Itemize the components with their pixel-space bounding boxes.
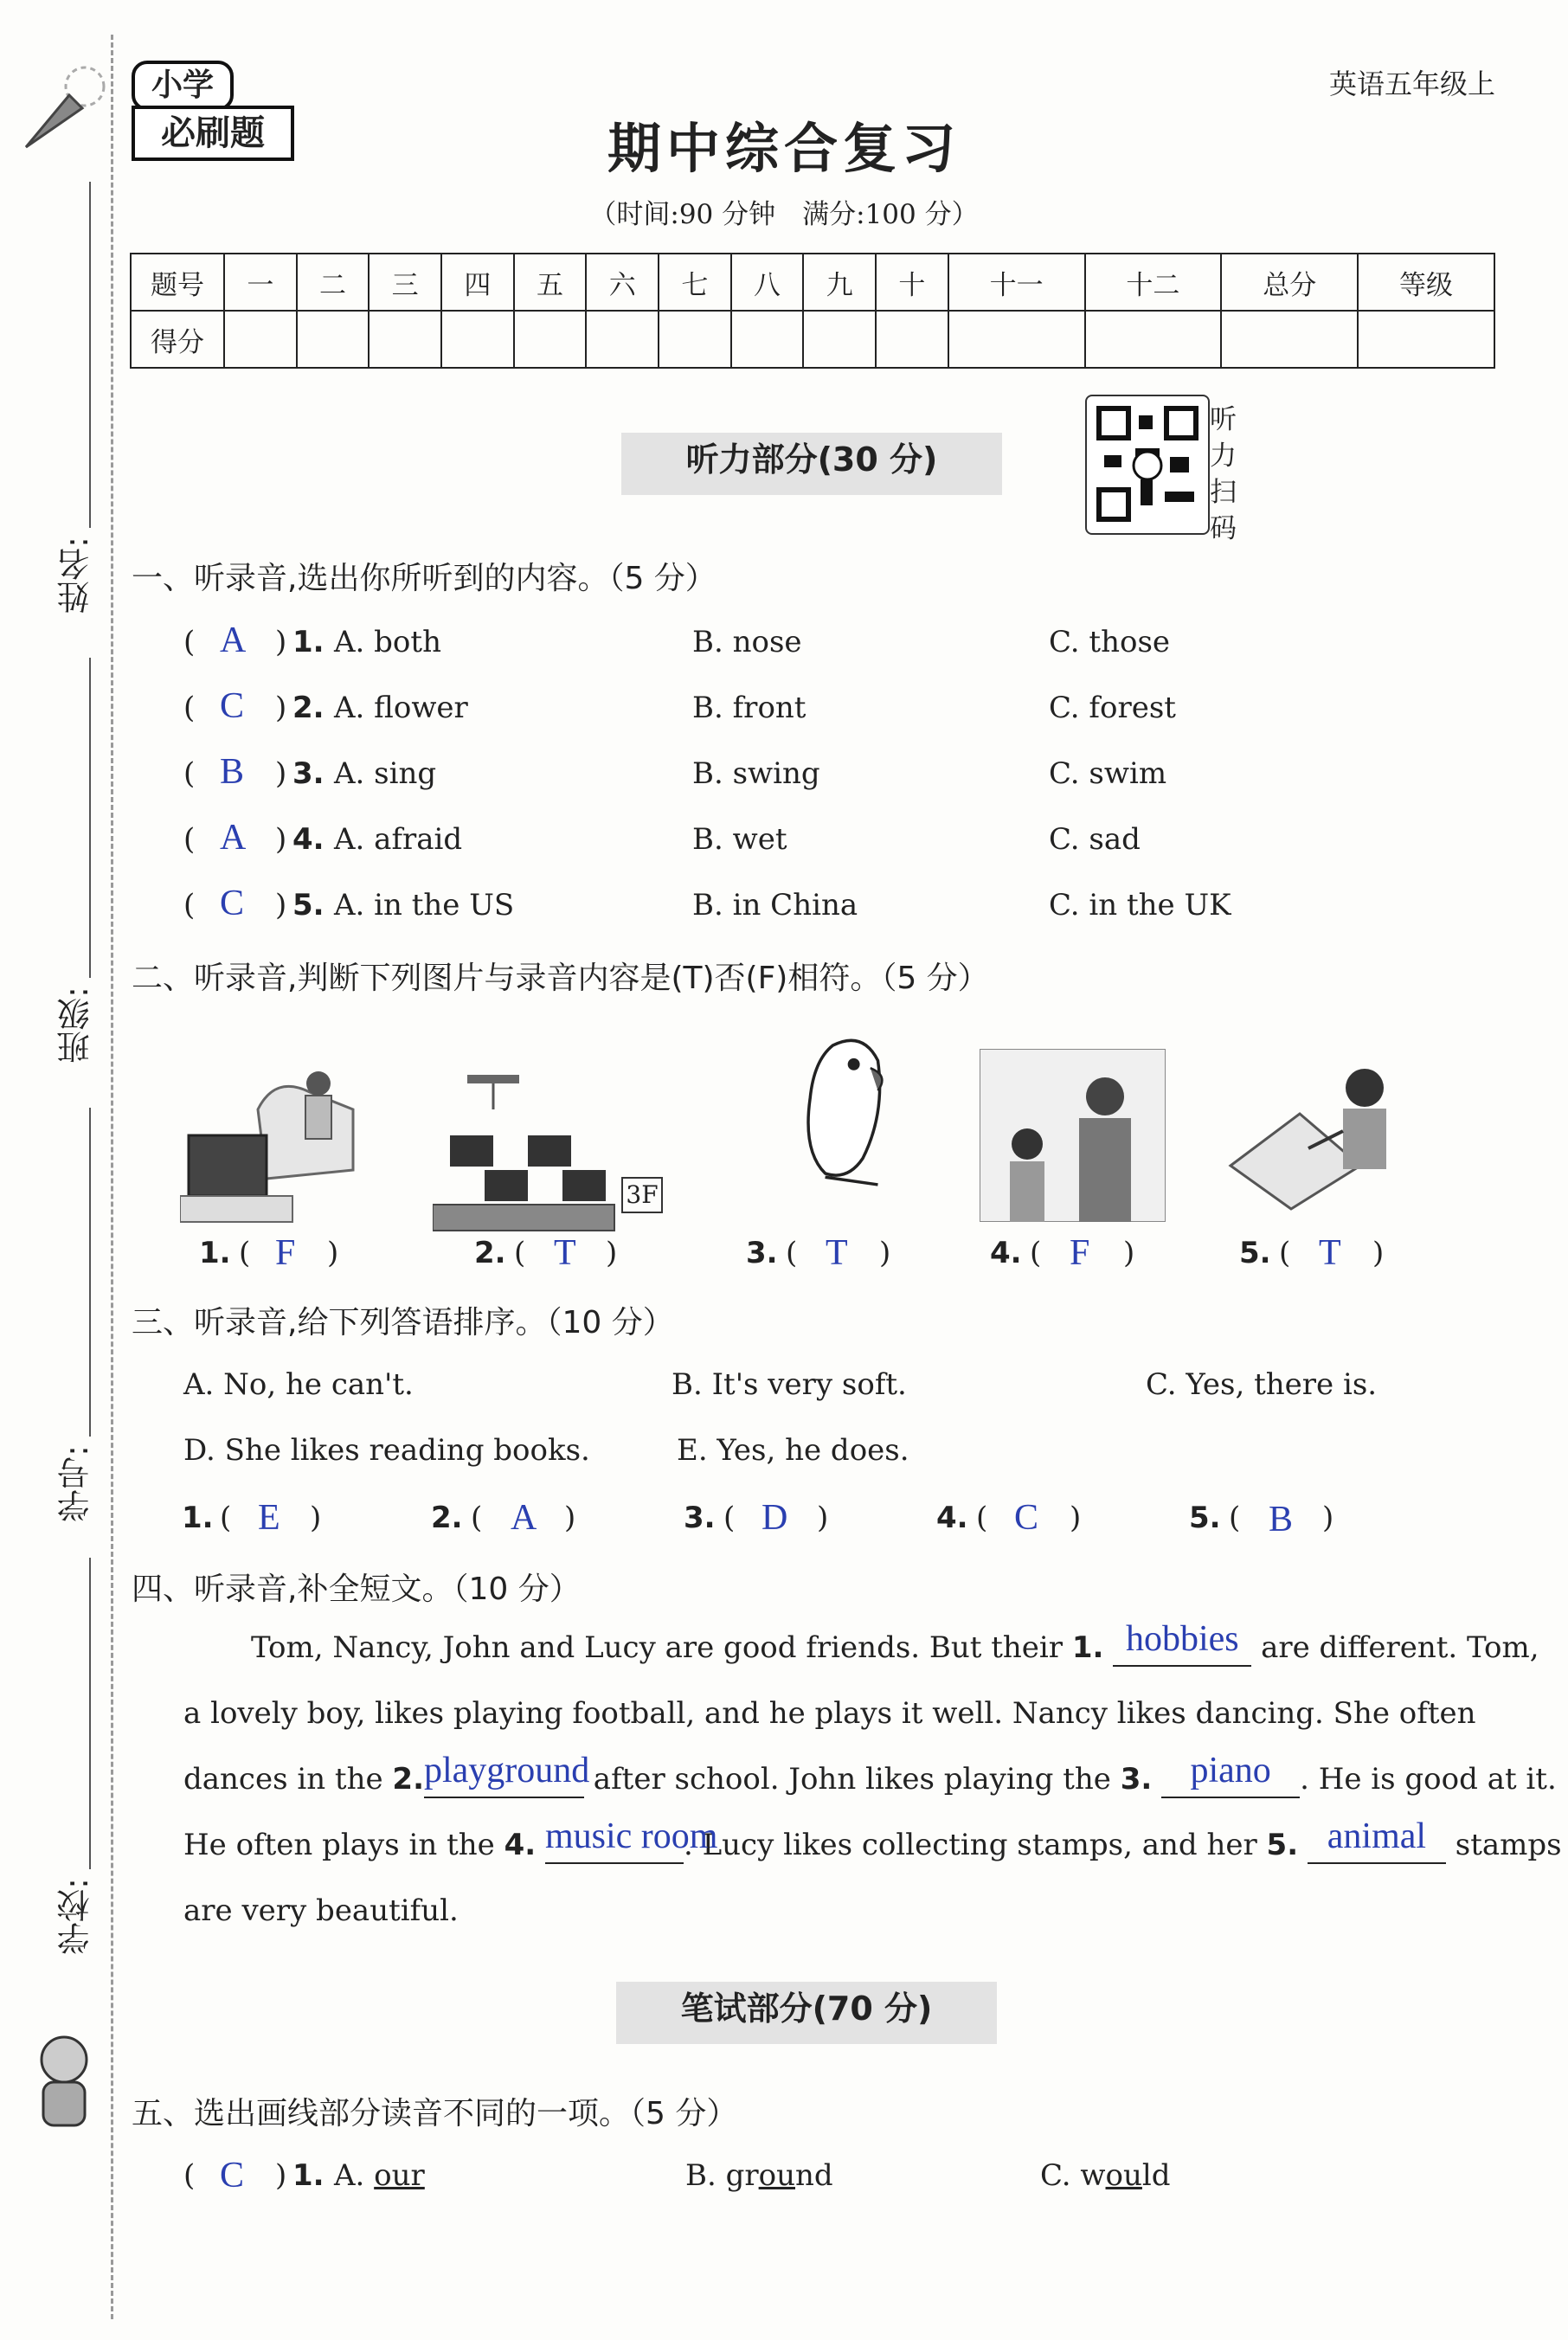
- score-input-cell[interactable]: [224, 311, 297, 368]
- option-c: C. Yes, there is.: [1146, 1367, 1378, 1402]
- score-input-cell[interactable]: [1358, 311, 1494, 368]
- score-input-cell[interactable]: [948, 311, 1085, 368]
- option-b: B. swing: [692, 756, 820, 791]
- score-input-cell[interactable]: [369, 311, 441, 368]
- passage-text: . He is good at it.: [1300, 1762, 1557, 1797]
- option-b: B. It's very soft.: [672, 1367, 907, 1402]
- answer: F: [275, 1233, 296, 1273]
- mascot-icon: [21, 2025, 107, 2138]
- option-c: C. in the UK: [1049, 888, 1231, 922]
- answer: music room: [544, 1816, 718, 1856]
- section5-heading: 五、选出画线部分读音不同的一项。（5 分）: [132, 2096, 738, 2131]
- answer: A: [511, 1498, 537, 1538]
- answer: F: [1070, 1233, 1090, 1273]
- school-label: 学校:: [57, 1878, 95, 1955]
- section4-heading: 四、听录音,补全短文。（10 分）: [132, 1572, 581, 1607]
- option-a: A. in the US: [334, 888, 515, 922]
- blank-1[interactable]: [1113, 1619, 1251, 1667]
- page-title: 期中综合复习: [607, 117, 961, 180]
- score-input-cell[interactable]: [876, 311, 948, 368]
- logo-line1: 小学: [132, 61, 234, 111]
- table-cell: 二: [297, 254, 370, 311]
- option-a: A. both: [334, 625, 441, 659]
- option-c: C. would: [1040, 2158, 1171, 2193]
- answer: B: [220, 752, 245, 792]
- table-cell: 一: [224, 254, 297, 311]
- option-b: B. in China: [692, 888, 858, 922]
- girl-drawing-picture: [1222, 1049, 1408, 1222]
- binding-dash-line: [111, 35, 113, 2319]
- answer: B: [1269, 1500, 1294, 1540]
- passage-text: dances in the: [183, 1762, 393, 1797]
- option-c: C. forest: [1049, 691, 1176, 725]
- underlined-letters: ou: [758, 2158, 795, 2193]
- table-cell: 十二: [1085, 254, 1222, 311]
- question-number: 5.: [292, 888, 325, 922]
- score-table-score-row: [131, 311, 1494, 368]
- score-input-cell[interactable]: [1085, 311, 1222, 368]
- score-input-cell[interactable]: [659, 311, 731, 368]
- option-c: C. those: [1049, 625, 1171, 659]
- listening-heading: 听力部分(30 分): [621, 433, 1002, 495]
- option-a: A. our: [334, 2158, 425, 2193]
- underlined-letters: ou: [1105, 2158, 1142, 2193]
- grade-label: 英语五年级上: [1328, 68, 1495, 100]
- girl-watching-tv-picture: [180, 1058, 366, 1231]
- passage-text: . Lucy likes collecting stamps, and her: [683, 1828, 1267, 1862]
- question-number: 1.: [292, 2158, 325, 2193]
- question-number: 1.: [199, 1236, 231, 1270]
- answer: A: [220, 620, 247, 660]
- passage-text: a lovely boy, likes playing football, and he plays it well. Nancy likes dancing. She often: [183, 1696, 1476, 1731]
- option-a: A. flower: [334, 691, 468, 725]
- student-id-line: [89, 1108, 91, 1437]
- blank-5[interactable]: [1308, 1816, 1446, 1864]
- option-c: C. sad: [1049, 822, 1141, 857]
- teacher-and-boy-picture: [980, 1049, 1166, 1222]
- answer: piano: [1190, 1751, 1271, 1790]
- score-input-cell[interactable]: [297, 311, 370, 368]
- question-number: 3.: [746, 1236, 778, 1270]
- table-cell: 十: [876, 254, 948, 311]
- option-e: E. Yes, he does.: [677, 1433, 909, 1468]
- answer: C: [220, 2156, 245, 2195]
- option-a: A. afraid: [334, 822, 463, 857]
- option-b: B. ground: [685, 2158, 833, 2193]
- passage-text: after school. John likes playing the: [584, 1762, 1121, 1797]
- question-number: 1.: [292, 625, 325, 659]
- score-input-cell[interactable]: [586, 311, 659, 368]
- writing-heading: 笔试部分(70 分): [616, 1982, 997, 2044]
- answer: C: [220, 686, 245, 726]
- question-number: 2.: [474, 1236, 506, 1270]
- answer: playground: [424, 1751, 590, 1790]
- table-cell: 五: [514, 254, 587, 311]
- table-cell: 总分: [1221, 254, 1358, 311]
- student-id-label: 学号:: [57, 1445, 95, 1522]
- table-cell: 六: [586, 254, 659, 311]
- passage-text: stamps: [1445, 1828, 1562, 1862]
- section3-heading: 三、听录音,给下列答语排序。（10 分）: [132, 1305, 674, 1340]
- score-input-cell[interactable]: [731, 311, 804, 368]
- class-label: 班级:: [57, 987, 95, 1064]
- logo-line2: 必刷题: [132, 106, 294, 161]
- blank-number: 3.: [1120, 1762, 1153, 1797]
- option-b: B. front: [692, 691, 806, 725]
- answer: T: [826, 1233, 848, 1273]
- answer: T: [554, 1233, 576, 1273]
- question-number: 2.: [292, 691, 325, 725]
- score-input-cell[interactable]: [514, 311, 587, 368]
- answer: T: [1319, 1233, 1341, 1273]
- passage-line-1: [183, 1619, 1539, 1667]
- answer: C: [220, 884, 245, 923]
- table-cell: 得分: [131, 311, 224, 368]
- name-line: [89, 182, 91, 528]
- qr-label: 听力扫码: [1210, 404, 1237, 544]
- passage-text: Tom, Nancy, John and Lucy are good friends. But their: [251, 1630, 1072, 1665]
- blank-number: 5.: [1266, 1828, 1299, 1862]
- option-c: C. swim: [1049, 756, 1167, 791]
- section1-heading: 一、听录音,选出你所听到的内容。（5 分）: [132, 561, 717, 596]
- option-b: B. wet: [692, 822, 787, 857]
- table-cell: 三: [369, 254, 441, 311]
- passage-text: are very beautiful.: [183, 1893, 459, 1928]
- answer: D: [762, 1498, 788, 1538]
- option-d: D. She likes reading books.: [183, 1433, 590, 1468]
- score-input-cell[interactable]: [803, 311, 876, 368]
- score-input-cell[interactable]: [1221, 311, 1358, 368]
- floor-tag: 3F: [621, 1177, 663, 1213]
- answer: animal: [1327, 1816, 1427, 1856]
- passage-text: He often plays in the: [183, 1828, 504, 1862]
- answer: A: [220, 818, 247, 858]
- school-line: [89, 1558, 91, 1869]
- passage-text: are different. Tom,: [1251, 1630, 1539, 1665]
- question-number: 3.: [292, 756, 325, 791]
- score-table: [130, 253, 1495, 369]
- qr-code[interactable]: [1085, 395, 1210, 535]
- table-cell: 四: [441, 254, 514, 311]
- answer: hobbies: [1125, 1619, 1239, 1659]
- question-number: 5.: [1239, 1236, 1271, 1270]
- class-line: [89, 658, 91, 978]
- question-number: 4.: [990, 1236, 1022, 1270]
- name-label: 姓名:: [57, 537, 95, 614]
- question-number: 4.: [936, 1501, 968, 1535]
- page-subtitle: （时间:90 分钟 满分:100 分）: [589, 199, 979, 230]
- table-cell: 题号: [131, 254, 224, 311]
- table-cell: 九: [803, 254, 876, 311]
- blank-number: 1.: [1071, 1630, 1104, 1665]
- option-b: B. nose: [692, 625, 802, 659]
- question-number: 4.: [292, 822, 325, 857]
- answer: C: [1014, 1498, 1039, 1538]
- blank-3[interactable]: [1161, 1751, 1300, 1798]
- table-cell: 十一: [948, 254, 1085, 311]
- underlined-letters: our: [374, 2158, 425, 2193]
- table-cell: 等级: [1358, 254, 1494, 311]
- blank-number: 2.: [392, 1762, 424, 1797]
- table-cell: 八: [731, 254, 804, 311]
- answer: E: [258, 1498, 280, 1538]
- blank-2[interactable]: [424, 1751, 590, 1798]
- blank-number: 4.: [504, 1828, 537, 1862]
- option-a: A. No, he can't.: [183, 1367, 414, 1402]
- question-number: 2.: [431, 1501, 463, 1535]
- passage-line-4: [183, 1816, 1562, 1864]
- question-number: 1.: [182, 1501, 214, 1535]
- question-number: 5.: [1189, 1501, 1221, 1535]
- qr-code-icon: [1087, 396, 1208, 533]
- option-a: A. sing: [334, 756, 437, 791]
- table-cell: 七: [659, 254, 731, 311]
- passage-line-3: [183, 1751, 1557, 1798]
- score-table-header-row: [131, 254, 1494, 311]
- question-number: 3.: [684, 1501, 716, 1535]
- score-input-cell[interactable]: [441, 311, 514, 368]
- computer-room-picture: [433, 1066, 619, 1239]
- section2-heading: 二、听录音,判断下列图片与录音内容是(T)否(F)相符。（5 分）: [132, 961, 989, 996]
- blank-4[interactable]: [544, 1816, 718, 1864]
- parrot-picture: [753, 1023, 939, 1196]
